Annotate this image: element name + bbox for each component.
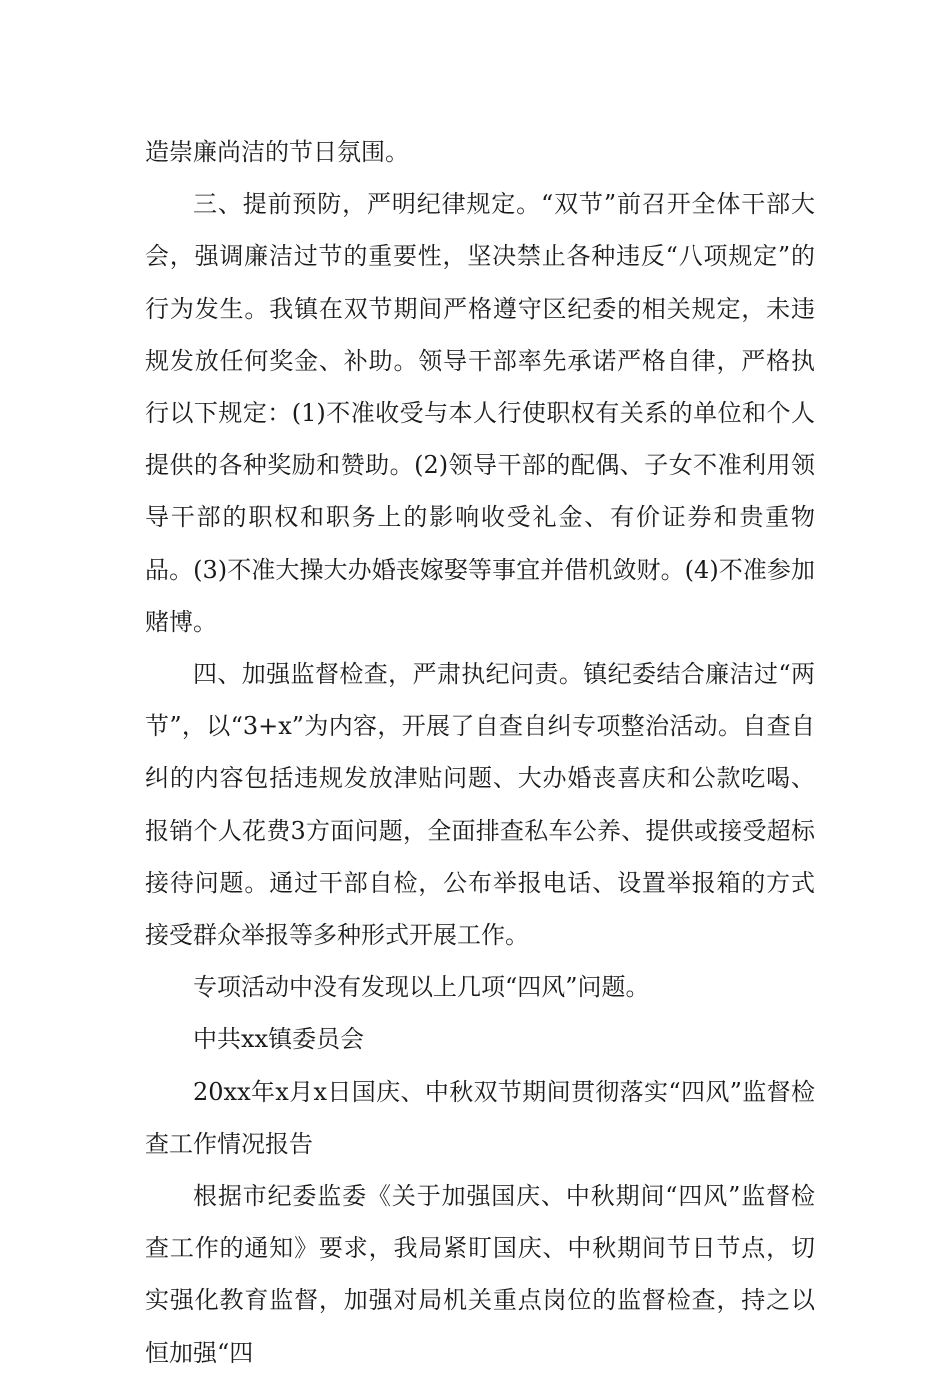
signature-organization: 中共xx镇委员会 xyxy=(193,1025,365,1054)
paragraph-section-four: 四、加强监督检查，严肃执纪问责。镇纪委结合廉洁过“两节”，以“3+x”为内容，开展了自查自纠专项整治活动。自查自纠的内容包括违规发放津贴问题、大办婚丧喜庆和公款吃喝、报销个人花费3方面问题，全面排查私车公养、提供或接受超标接待问题。通过干部自检，公布举报电话、设置举报箱的方式接受群众举报等多种形式开展工作。 xyxy=(145,660,815,950)
document-body xyxy=(145,126,815,1379)
paragraph-conclusion: 专项活动中没有发现以上几项“四风”问题。 xyxy=(193,973,650,1002)
paragraph-continuation: 造崇廉尚洁的节日氛围。 xyxy=(145,138,409,166)
paragraph-section-three: 三、提前预防，严明纪律规定。“双节”前召开全体干部大会，强调廉洁过节的重要性，坚决禁止各种违反“八项规定”的行为发生。我镇在双节期间严格遵守区纪委的相关规定，未违规发放任何奖金、补助。领导干部率先承诺严格自律，严格执行以下规定：(1)不准收受与本人行使职权有关系的单位和个人提供的各种奖励和赞助。(2)领导干部的配偶、子女不准利用领导干部的职权和职务上的影响收受礼金、有价证券和贵重物品。(3)不准大操大办婚丧嫁娶等事宜并借机敛财。(4)不准参加赌博。 xyxy=(145,190,815,636)
paragraph-report-intro: 根据市纪委监委《关于加强国庆、中秋期间“四风”监督检查工作的通知》要求，我局紧盯国庆、中秋期间节日节点，切实强化教育监督，加强对局机关重点岗位的监督检查，持之以恒加强“四 xyxy=(145,1182,815,1367)
report-title: 20xx年x月x日国庆、中秋双节期间贯彻落实“四风”监督检查工作情况报告 xyxy=(145,1077,815,1158)
